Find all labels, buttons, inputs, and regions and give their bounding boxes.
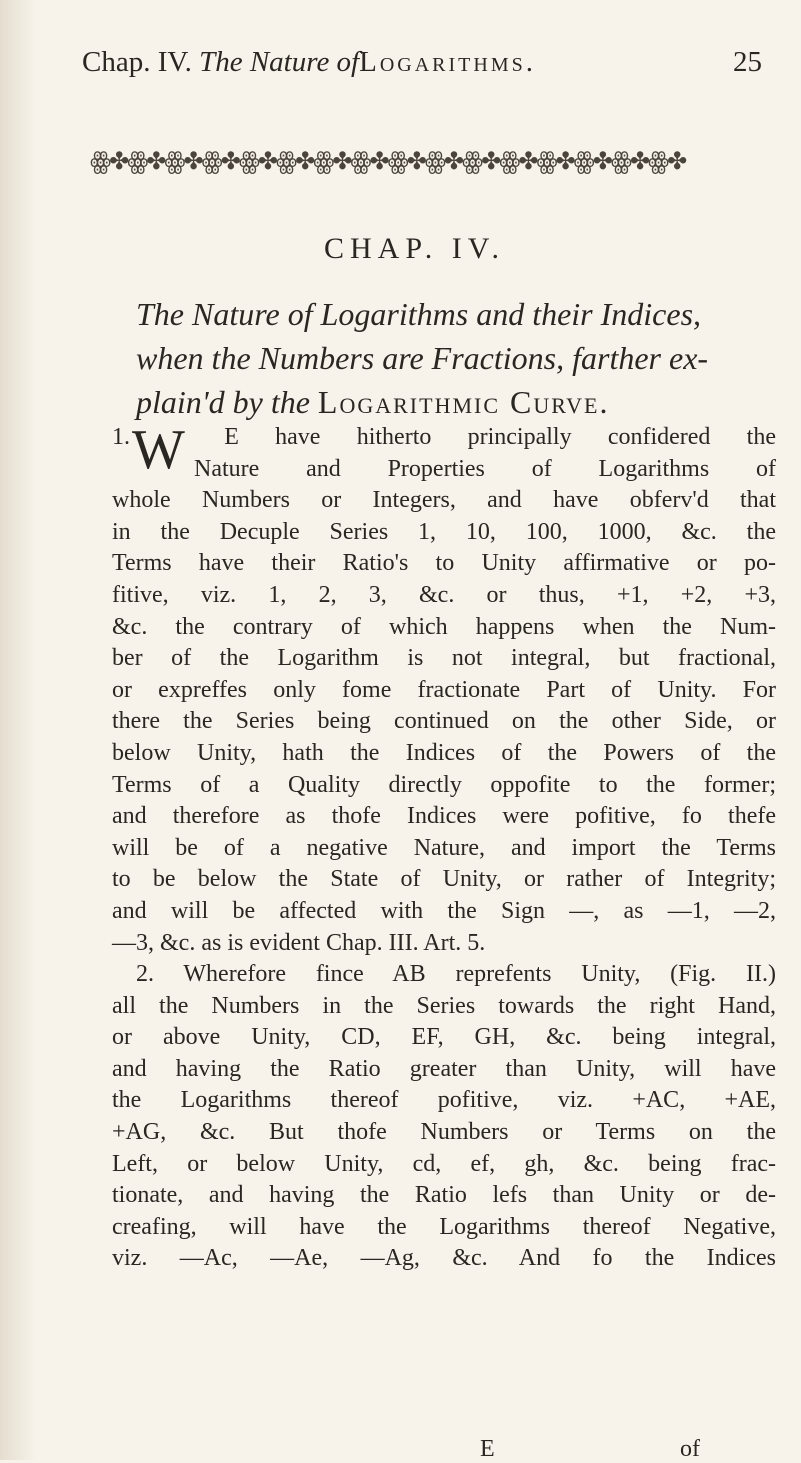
gutter-shadow <box>0 0 36 1460</box>
subtitle-line-3-italic: plain'd by the <box>136 384 310 420</box>
line-text: E have hitherto principally confidered the <box>224 424 776 450</box>
running-head-chapter: Chap. IV. <box>82 46 192 78</box>
paragraph-2-line: the Logarithms thereof pofitive, viz. +AC, +AE, <box>112 1087 776 1114</box>
paragraph-1-line: or expreffes only fome fractionate Part of Unity. For <box>112 676 776 703</box>
paragraph-2-line: Left, or below Unity, cd, ef, gh, &c. being frac- <box>112 1150 776 1177</box>
subtitle-line-3-caps: Logarithmic Curve. <box>317 384 610 420</box>
paragraph-number: 1. <box>112 424 130 450</box>
paragraph-1-line: Terms of a Quality directly oppofite to the former; <box>112 771 776 798</box>
running-head-title-caps: Logarithms. <box>359 46 536 78</box>
catchword: of <box>680 1436 700 1462</box>
paragraph-1-line: to be below the State of Unity, or rather of Integrity; <box>112 866 776 893</box>
paragraph-1-line: &c. the contrary of which happens when the Num- <box>112 613 776 640</box>
paragraph-2-line: or above Unity, CD, EF, GH, &c. being integral, <box>112 1024 776 1051</box>
page-number: 25 <box>733 46 762 78</box>
subtitle-line-1: The Nature of Logarithms and their Indices, <box>136 296 702 332</box>
paragraph-1-line: Terms have their Ratio's to Unity affirmative or po- <box>112 550 776 577</box>
signature-mark: E <box>480 1436 495 1462</box>
subtitle-line-2: when the Numbers are Fractions, farther ex- <box>136 340 709 376</box>
running-head <box>82 46 762 86</box>
paragraph-2-line: tionate, and having the Ratio lefs than Unity or de- <box>112 1182 776 1209</box>
chapter-subtitle <box>136 292 756 424</box>
paragraph-2-line: viz. —Ac, —Ae, —Ag, &c. And fo the Indices <box>112 1245 776 1272</box>
chapter-heading: CHAP. IV. <box>324 232 505 265</box>
paragraph-1-line: —3, &c. as is evident Chap. III. Art. 5. <box>112 929 486 956</box>
paragraph-1-line: will be of a negative Nature, and import the Terms <box>112 834 776 861</box>
paragraph-1-line: there the Series being continued on the other Side, or <box>112 708 776 735</box>
paragraph-2-line: and having the Ratio greater than Unity, will have <box>112 1055 776 1082</box>
paragraph-1-line: fitive, viz. 1, 2, 3, &c. or thus, +1, +2, +3, <box>112 581 776 608</box>
paragraph-1-line: and will be affected with the Sign —, as —1, —2, <box>112 897 776 924</box>
paragraph-1-line: ber of the Logarithm is not integral, but fractional, <box>112 645 776 672</box>
paragraph-2-line: all the Numbers in the Series towards the right Hand, <box>112 992 776 1019</box>
body-text <box>112 419 776 1275</box>
subtitle-line-3 <box>136 380 756 424</box>
paragraph-1-line: in the Decuple Series 1, 10, 100, 1000, &c. the <box>112 518 776 545</box>
running-head-title: The Nature of <box>199 46 360 78</box>
paragraph-1-line: and therefore as thofe Indices were pofitive, fo thefe <box>112 803 776 830</box>
ornament-border: ꙮ✤ꙮ✤ꙮ✤ꙮ✤ꙮ✤ꙮ✤ꙮ✤ꙮ✤ꙮ✤ꙮ✤ꙮ✤ꙮ✤ꙮ✤ꙮ✤ꙮ✤ꙮ✤ <box>90 147 686 175</box>
paragraph-1-line: below Unity, hath the Indices of the Powers of the <box>112 739 776 766</box>
paragraph-2-line: +AG, &c. But thofe Numbers or Terms on the <box>112 1119 776 1146</box>
paragraph-2-line: creafing, will have the Logarithms thereof Negative, <box>112 1213 776 1240</box>
paragraph-2-line: 2. Wherefore fince AB reprefents Unity, (Fig. II.) <box>136 961 776 988</box>
drop-cap: W <box>132 419 185 481</box>
paragraph-1-line: whole Numbers or Integers, and have obferv'd that <box>112 487 776 514</box>
paragraph-1-line: Nature and Properties of Logarithms of <box>194 455 776 482</box>
